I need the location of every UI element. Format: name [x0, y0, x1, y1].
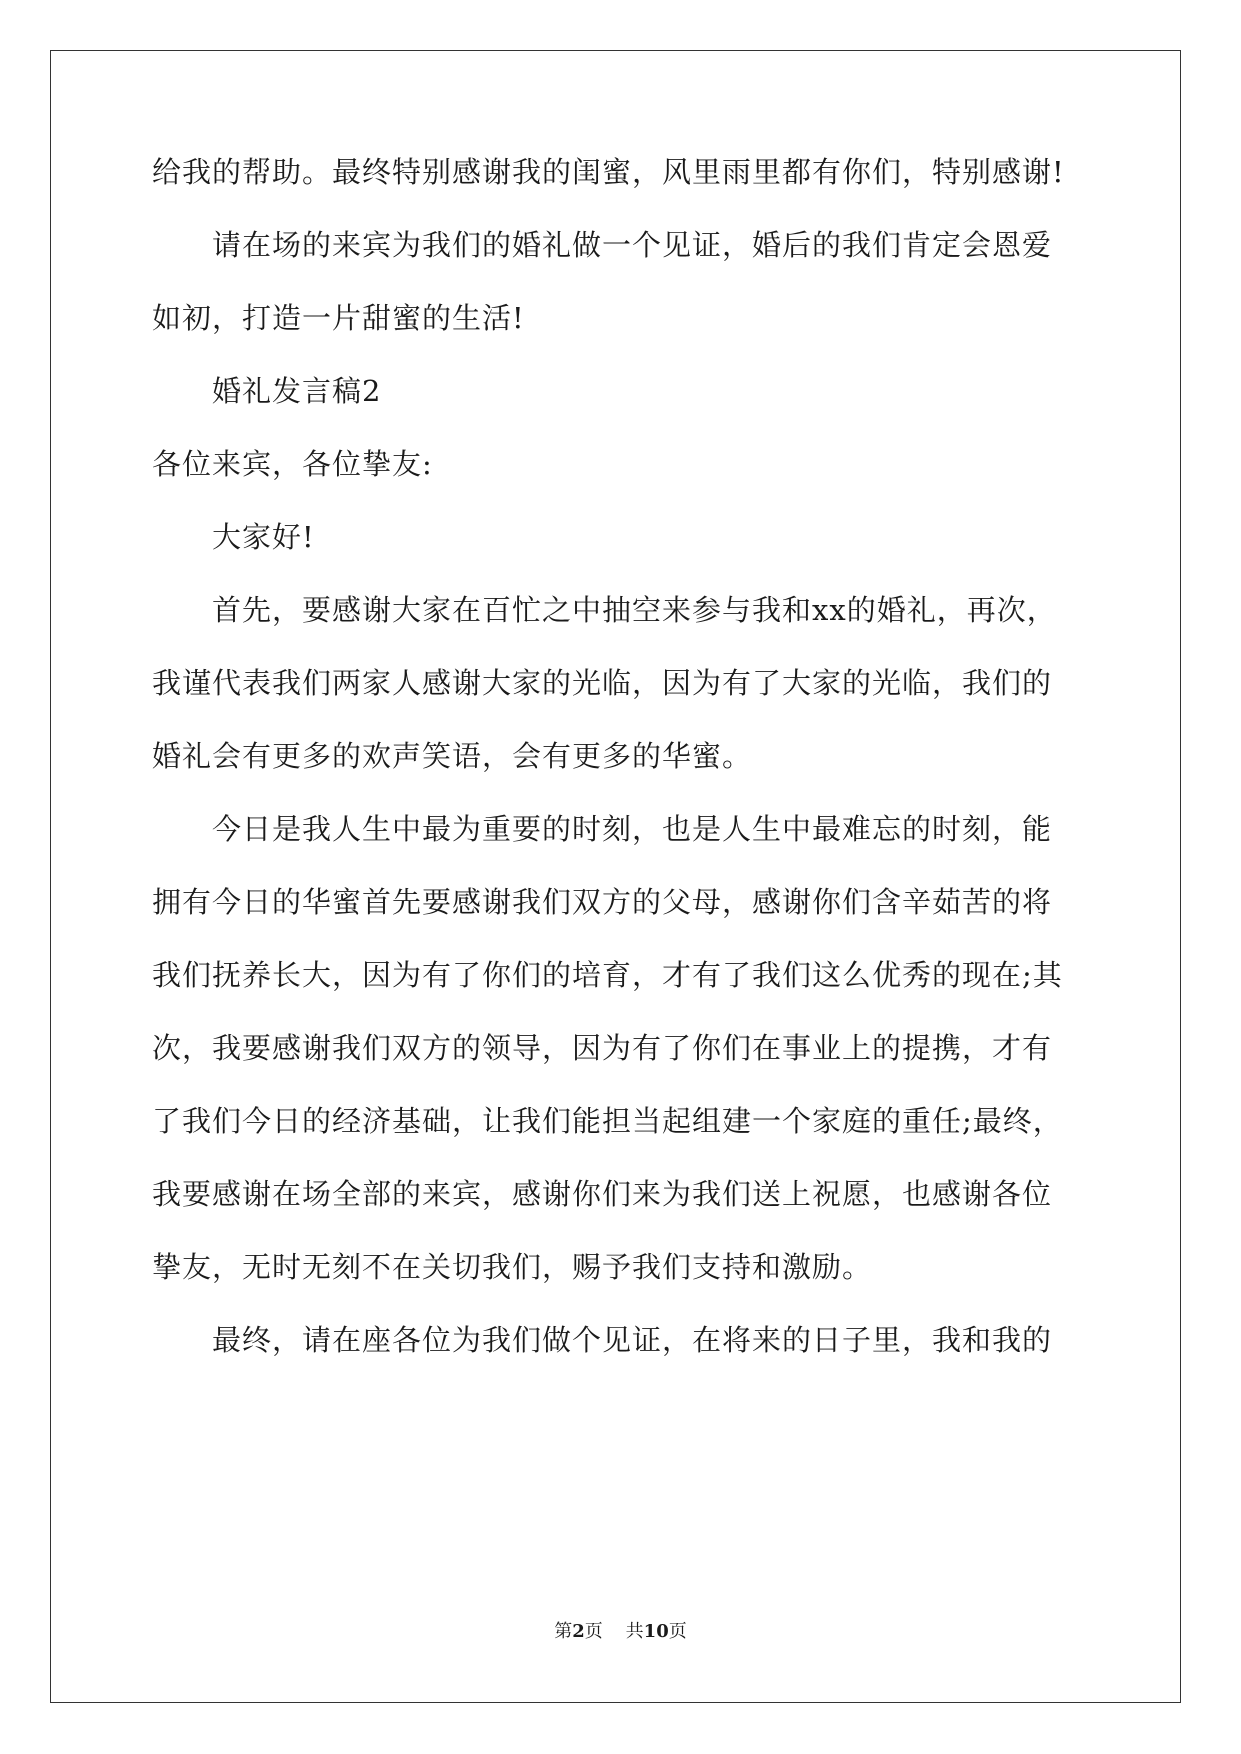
footer-page-number: 2 — [572, 1621, 585, 1642]
text-line-7: 首先，要感谢大家在百忙之中抽空来参与我和xx的婚礼，再次， — [212, 593, 1057, 627]
text-line-11: 拥有今日的华蜜首先要感谢我们双方的父母，感谢你们含辛茹苦的将 — [152, 885, 1053, 919]
salutation: 各位来宾，各位挚友: — [152, 447, 433, 481]
text-line-8: 我谨代表我们两家人感谢大家的光临，因为有了大家的光临，我们的 — [152, 666, 1053, 700]
footer-total-suffix: 页 — [668, 1621, 687, 1642]
text-line-15: 我要感谢在场全部的来宾，感谢你们来为我们送上祝愿，也感谢各位 — [152, 1177, 1053, 1211]
text-line-16: 挚友，无时无刻不在关切我们，赐予我们支持和激励。 — [152, 1250, 873, 1284]
text-line-17: 最终，请在座各位为我们做个见证，在将来的日子里，我和我的 — [212, 1323, 1053, 1357]
text-line-13: 次，我要感谢我们双方的领导，因为有了你们在事业上的提携，才有 — [152, 1031, 1053, 1065]
text-line-9: 婚礼会有更多的欢声笑语，会有更多的华蜜。 — [152, 739, 753, 773]
text-line-10: 今日是我人生中最为重要的时刻，也是人生中最难忘的时刻，能 — [212, 812, 1053, 846]
section-heading: 婚礼发言稿2 — [212, 374, 382, 408]
text-line-1: 给我的帮助。最终特别感谢我的闺蜜，风里雨里都有你们，特别感谢! — [152, 155, 1065, 189]
footer-total-prefix: 共 — [625, 1621, 644, 1642]
text-line-2: 请在场的来宾为我们的婚礼做一个见证，婚后的我们肯定会恩爱 — [212, 228, 1053, 262]
text-line-3: 如初，打造一片甜蜜的生活! — [152, 301, 525, 335]
text-line-14: 了我们今日的经济基础，让我们能担当起组建一个家庭的重任;最终， — [152, 1104, 1063, 1138]
greeting: 大家好! — [212, 520, 315, 554]
page-footer — [0, 1620, 1241, 1644]
footer-page-suffix: 页 — [584, 1621, 603, 1642]
footer-page-prefix: 第 — [554, 1621, 573, 1642]
footer-total-pages: 10 — [643, 1621, 669, 1642]
text-line-12: 我们抚养长大，因为有了你们的培育，才有了我们这么优秀的现在;其 — [152, 958, 1063, 992]
